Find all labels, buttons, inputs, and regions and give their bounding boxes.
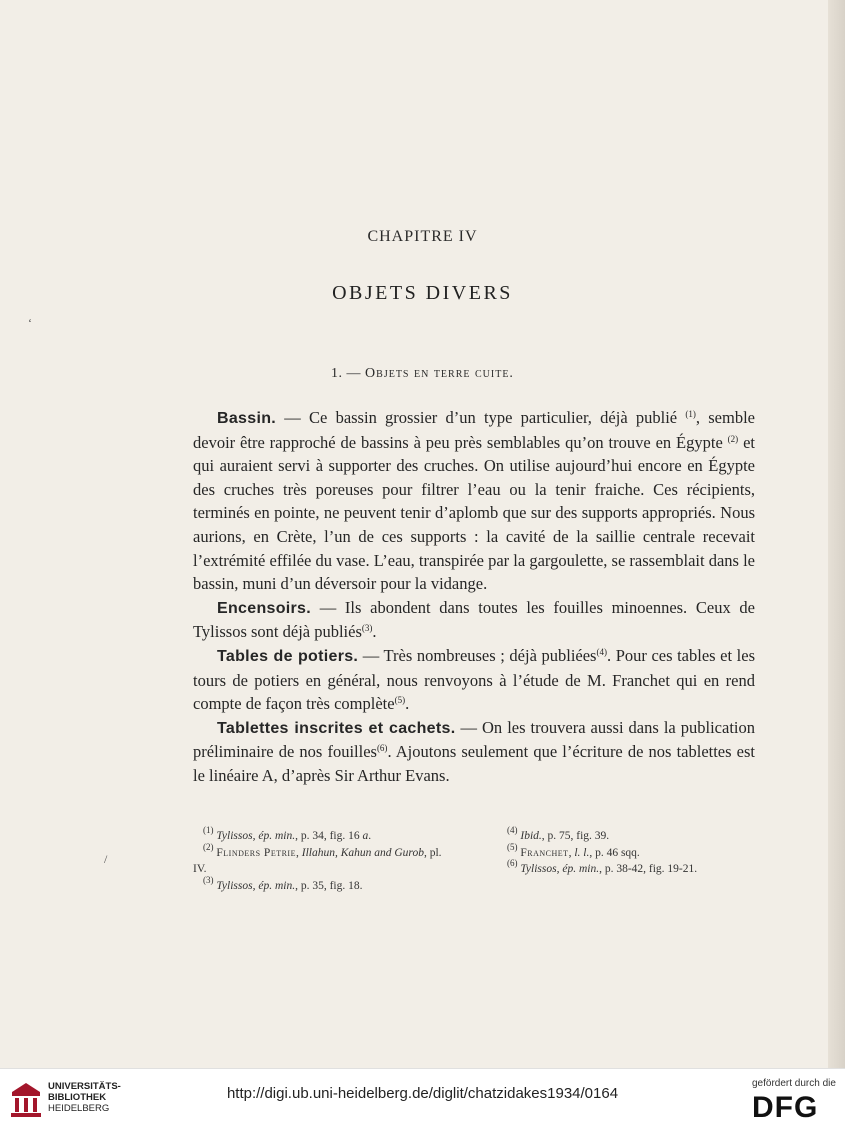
footnote-text: Flinders Petrie <box>216 846 296 859</box>
footnote-text: Ibid. <box>520 830 542 842</box>
library-line-2: BIBLIOTHEK <box>48 1092 107 1103</box>
footnote-reference[interactable]: (5) <box>394 695 406 706</box>
paragraph-text: . <box>372 622 377 642</box>
footnote-reference[interactable]: (2) <box>727 433 739 444</box>
paragraph <box>193 716 755 788</box>
footnote-text: Illahun, Kahun and Gurob <box>301 846 424 859</box>
footnote-number: (1) <box>203 825 214 835</box>
library-line-1: UNIVERSITÄTS- <box>48 1081 121 1092</box>
section-title: Objets en terre cuite. <box>365 366 514 381</box>
paragraph-text: — Ce bassin grossier d’un type particulier, déjà publié <box>276 408 686 427</box>
footnote-text: , p. 38-42, fig. 19-21. <box>599 863 698 875</box>
dfg-logo[interactable]: DFG <box>752 1091 819 1124</box>
margin-mark: ‘ <box>28 316 32 330</box>
footnote-text: . <box>368 830 372 842</box>
footnote-number: (6) <box>507 858 518 868</box>
footnote <box>193 841 455 878</box>
footnote-text: Tylissos, ép. min. <box>216 830 296 842</box>
footnote-reference[interactable]: (4) <box>596 646 607 657</box>
chapter-title: OBJETS DIVERS <box>332 282 513 304</box>
paragraph-text: . Ajoutons seulement que l’écriture de nos tablettes est le linéaire A, d’après Sir Arthur Evans. <box>193 742 755 785</box>
paragraph-text: et qui auraient servi à supporter des cruches. On utilise aujourd’hui encore en Égypte des cruches très poreuses pour filtrer l’eau ou la tenir fraiche. Ces récipients, terminés en pointe, ne peuvent tenir d’aplomb que sur des supports appropriés. Nous aurions, en Crète, l’un de ces supports : la cavité de la saillie centrale recevait l’extrémité effilée du vase. L’eau, transpirée par la gargoulette, se rassemblait dans le bassin, muni d’un déversoir pour la vidange. <box>193 432 755 594</box>
footnote-text: Franchet <box>520 846 569 859</box>
footnote-text: , <box>568 846 575 859</box>
paragraph <box>193 596 755 644</box>
footnote <box>497 841 759 862</box>
footnote-text: , pl. IV. <box>193 846 442 875</box>
paragraph-lead: Tablettes inscrites et cachets. <box>217 719 456 737</box>
footnote-text: , p. 34, fig. 16 <box>295 830 363 842</box>
paragraph-lead: Encensoirs. <box>217 599 312 617</box>
footnote <box>497 825 759 845</box>
footnote <box>193 874 455 895</box>
paragraph-lead: Tables de potiers. <box>217 647 359 665</box>
footnotes-left <box>193 825 455 894</box>
chapter-heading: CHAPITRE IV <box>367 228 478 245</box>
paragraph-text: . Pour ces tables et les tours de potiers en général, nous renvoyons à l’étude de M. Franchet qui en rend compte de façon très complète <box>193 645 755 714</box>
paragraph <box>193 406 755 596</box>
funding-label: gefördert durch die <box>752 1078 836 1089</box>
footnote <box>193 825 455 845</box>
library-line-3: HEIDELBERG <box>48 1103 110 1114</box>
paragraph-text: . <box>405 694 410 714</box>
footer-bar <box>0 1068 845 1130</box>
footnote-text: , p. 75, fig. 39. <box>541 830 610 842</box>
footnote-text: , <box>295 846 302 859</box>
footnote-text: Tylissos, ép. min. <box>520 863 600 875</box>
footnote-text: l. l. <box>574 846 590 859</box>
paragraph-text: , semble devoir être rapproché de bassins à peu près semblables qu’on trouve en Égypte <box>193 408 755 452</box>
footnote <box>497 858 759 878</box>
footnote-reference[interactable]: (1) <box>685 409 696 419</box>
paragraph <box>193 644 755 716</box>
footnote-reference[interactable]: (6) <box>376 743 388 754</box>
footnote-number: (3) <box>203 874 214 885</box>
footnote-reference[interactable]: (3) <box>361 623 373 634</box>
paragraph-text: — Très nombreuses ; déjà publiées <box>358 645 597 665</box>
footnotes-right <box>497 825 759 878</box>
footnote-text: Tylissos, ép. min. <box>216 879 296 892</box>
margin-mark: / <box>104 852 108 866</box>
section-heading <box>0 366 845 382</box>
paragraph-text: — Ils abondent dans toutes les fouilles minoennes. Ceux de Tylissos sont déjà publiés <box>193 597 755 642</box>
footnote-text: , p. 35, fig. 18. <box>295 879 363 892</box>
page-edge <box>828 0 845 1068</box>
footnote-number: (5) <box>507 841 518 852</box>
section-number: 1. — <box>331 366 362 381</box>
footnote-number: (2) <box>203 841 214 852</box>
permalink-url[interactable]: http://digi.ub.uni-heidelberg.de/diglit/chatzidakes1934/0164 <box>226 1085 619 1102</box>
paragraph-text: — On les trouvera aussi dans la publication préliminaire de nos fouilles <box>193 717 755 762</box>
paragraph-lead: Bassin. <box>217 410 277 427</box>
footnote-number: (4) <box>507 825 518 835</box>
footnote-text: a <box>362 830 369 842</box>
body-text <box>193 406 755 788</box>
footnote-text: , p. 46 sqq. <box>589 846 640 859</box>
